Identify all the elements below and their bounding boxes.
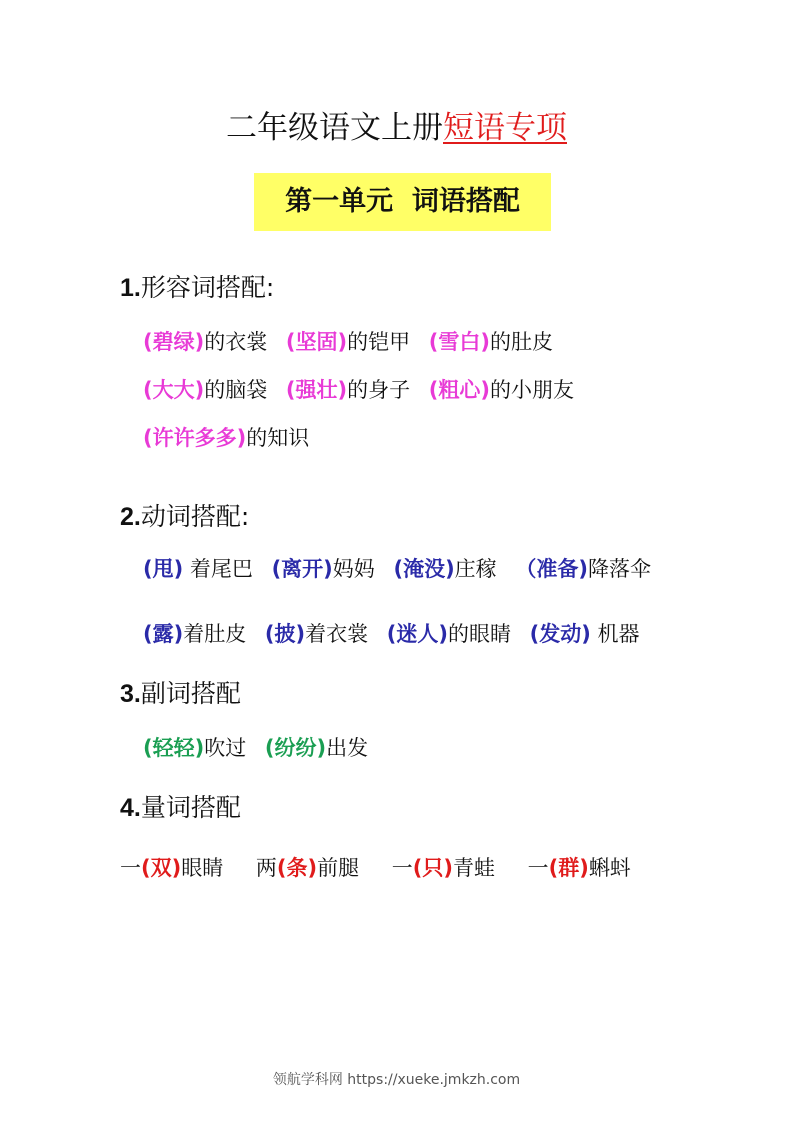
unit-banner: 第一单元 词语搭配 (254, 173, 551, 231)
blank-word: (淹没) (393, 557, 455, 581)
section-heading-adjective (120, 271, 274, 305)
phrase-item (429, 330, 553, 354)
phrase-line (143, 327, 553, 357)
phrase-rest: 降落伞 (587, 557, 651, 581)
phrase-rest: 着肚皮 (183, 622, 247, 646)
blank-word: (发动) (529, 622, 591, 646)
phrase-rest: 机器 (590, 622, 640, 646)
phrase-item (143, 378, 267, 402)
phrase-rest: 出发 (326, 736, 369, 760)
phrase-rest: 的眼睛 (447, 622, 511, 646)
section-heading-verb (120, 500, 249, 534)
phrase-item (387, 622, 511, 646)
blank-word: (粗心) (428, 378, 490, 402)
phrase-item (265, 622, 368, 646)
phrase-rest: 的脑袋 (204, 378, 268, 402)
blank-word: （准备) (515, 557, 588, 581)
blank-word: (露) (143, 622, 184, 646)
section-heading-measure (120, 791, 241, 825)
phrase-rest: 着尾巴 (183, 557, 253, 581)
blank-word: (披) (264, 622, 306, 646)
blank-word: (条) (276, 856, 318, 880)
phrase-item (530, 622, 640, 646)
footer-watermark: 领航学科网 https://xueke.jmkzh.com (272, 1072, 521, 1088)
numeral: 两 (255, 856, 277, 880)
phrase-rest: 蝌蚪 (588, 856, 631, 880)
blank-word: (强壮) (285, 378, 348, 402)
phrase-rest: 前腿 (317, 856, 360, 880)
blank-word: (坚固) (285, 330, 348, 354)
section-heading-adverb (120, 677, 241, 711)
phrase-item (143, 557, 253, 581)
blank-word: (迷人) (386, 622, 448, 646)
phrase-item (515, 557, 651, 581)
phrase-line (143, 554, 651, 584)
phrase-item (256, 856, 359, 880)
phrase-item (143, 622, 246, 646)
phrase-line (143, 375, 574, 405)
blank-word: (离开) (271, 557, 333, 581)
numeral: 一 (391, 856, 413, 880)
section-number: 2. (120, 503, 141, 531)
phrase-rest: 青蛙 (452, 856, 495, 880)
section-number: 4. (120, 794, 141, 822)
page-title (0, 108, 793, 148)
blank-word: (甩) (143, 557, 184, 581)
blank-word: (许许多多) (143, 426, 247, 450)
phrase-rest: 的衣裳 (204, 330, 268, 354)
section-title: 形容词搭配: (140, 273, 275, 302)
page-title-accent: 短语专项 (443, 110, 567, 146)
phrase-line (143, 423, 309, 453)
phrase-line (120, 853, 631, 883)
blank-word: (纷纷) (264, 736, 327, 760)
blank-word: (雪白) (428, 330, 490, 354)
phrase-rest: 的铠甲 (347, 330, 411, 354)
numeral: 一 (120, 856, 141, 880)
blank-word: (群) (548, 856, 589, 880)
blank-word: (大大) (143, 378, 205, 402)
phrase-item (272, 557, 375, 581)
phrase-rest: 的小朋友 (489, 378, 574, 402)
blank-word: (轻轻) (143, 736, 205, 760)
blank-word: (双) (141, 856, 182, 880)
phrase-rest: 着衣裳 (305, 622, 369, 646)
phrase-item (528, 856, 631, 880)
numeral: 一 (527, 856, 549, 880)
phrase-item (286, 330, 410, 354)
phrase-line (143, 619, 640, 649)
phrase-item (265, 736, 368, 760)
section-title: 量词搭配 (140, 793, 241, 822)
phrase-item (143, 736, 246, 760)
phrase-rest: 的身子 (347, 378, 411, 402)
page-title-main: 二年级语文上册 (226, 110, 443, 146)
section-title: 副词搭配 (140, 679, 241, 708)
section-title: 动词搭配: (140, 502, 250, 531)
section-number: 3. (120, 680, 141, 708)
phrase-line (143, 733, 368, 763)
phrase-rest: 眼睛 (181, 856, 224, 880)
phrase-item (143, 330, 267, 354)
section-number: 1. (120, 274, 141, 302)
phrase-rest: 吹过 (204, 736, 247, 760)
phrase-rest: 的知识 (246, 426, 310, 450)
blank-word: (只) (412, 856, 453, 880)
phrase-rest: 妈妈 (332, 557, 375, 581)
phrase-item (429, 378, 574, 402)
phrase-item (392, 856, 495, 880)
phrase-item (120, 856, 223, 880)
phrase-item (143, 426, 309, 450)
blank-word: (碧绿) (143, 330, 205, 354)
phrase-rest: 的肚皮 (489, 330, 553, 354)
phrase-item (286, 378, 410, 402)
phrase-rest: 庄稼 (454, 557, 497, 581)
phrase-item (393, 557, 496, 581)
